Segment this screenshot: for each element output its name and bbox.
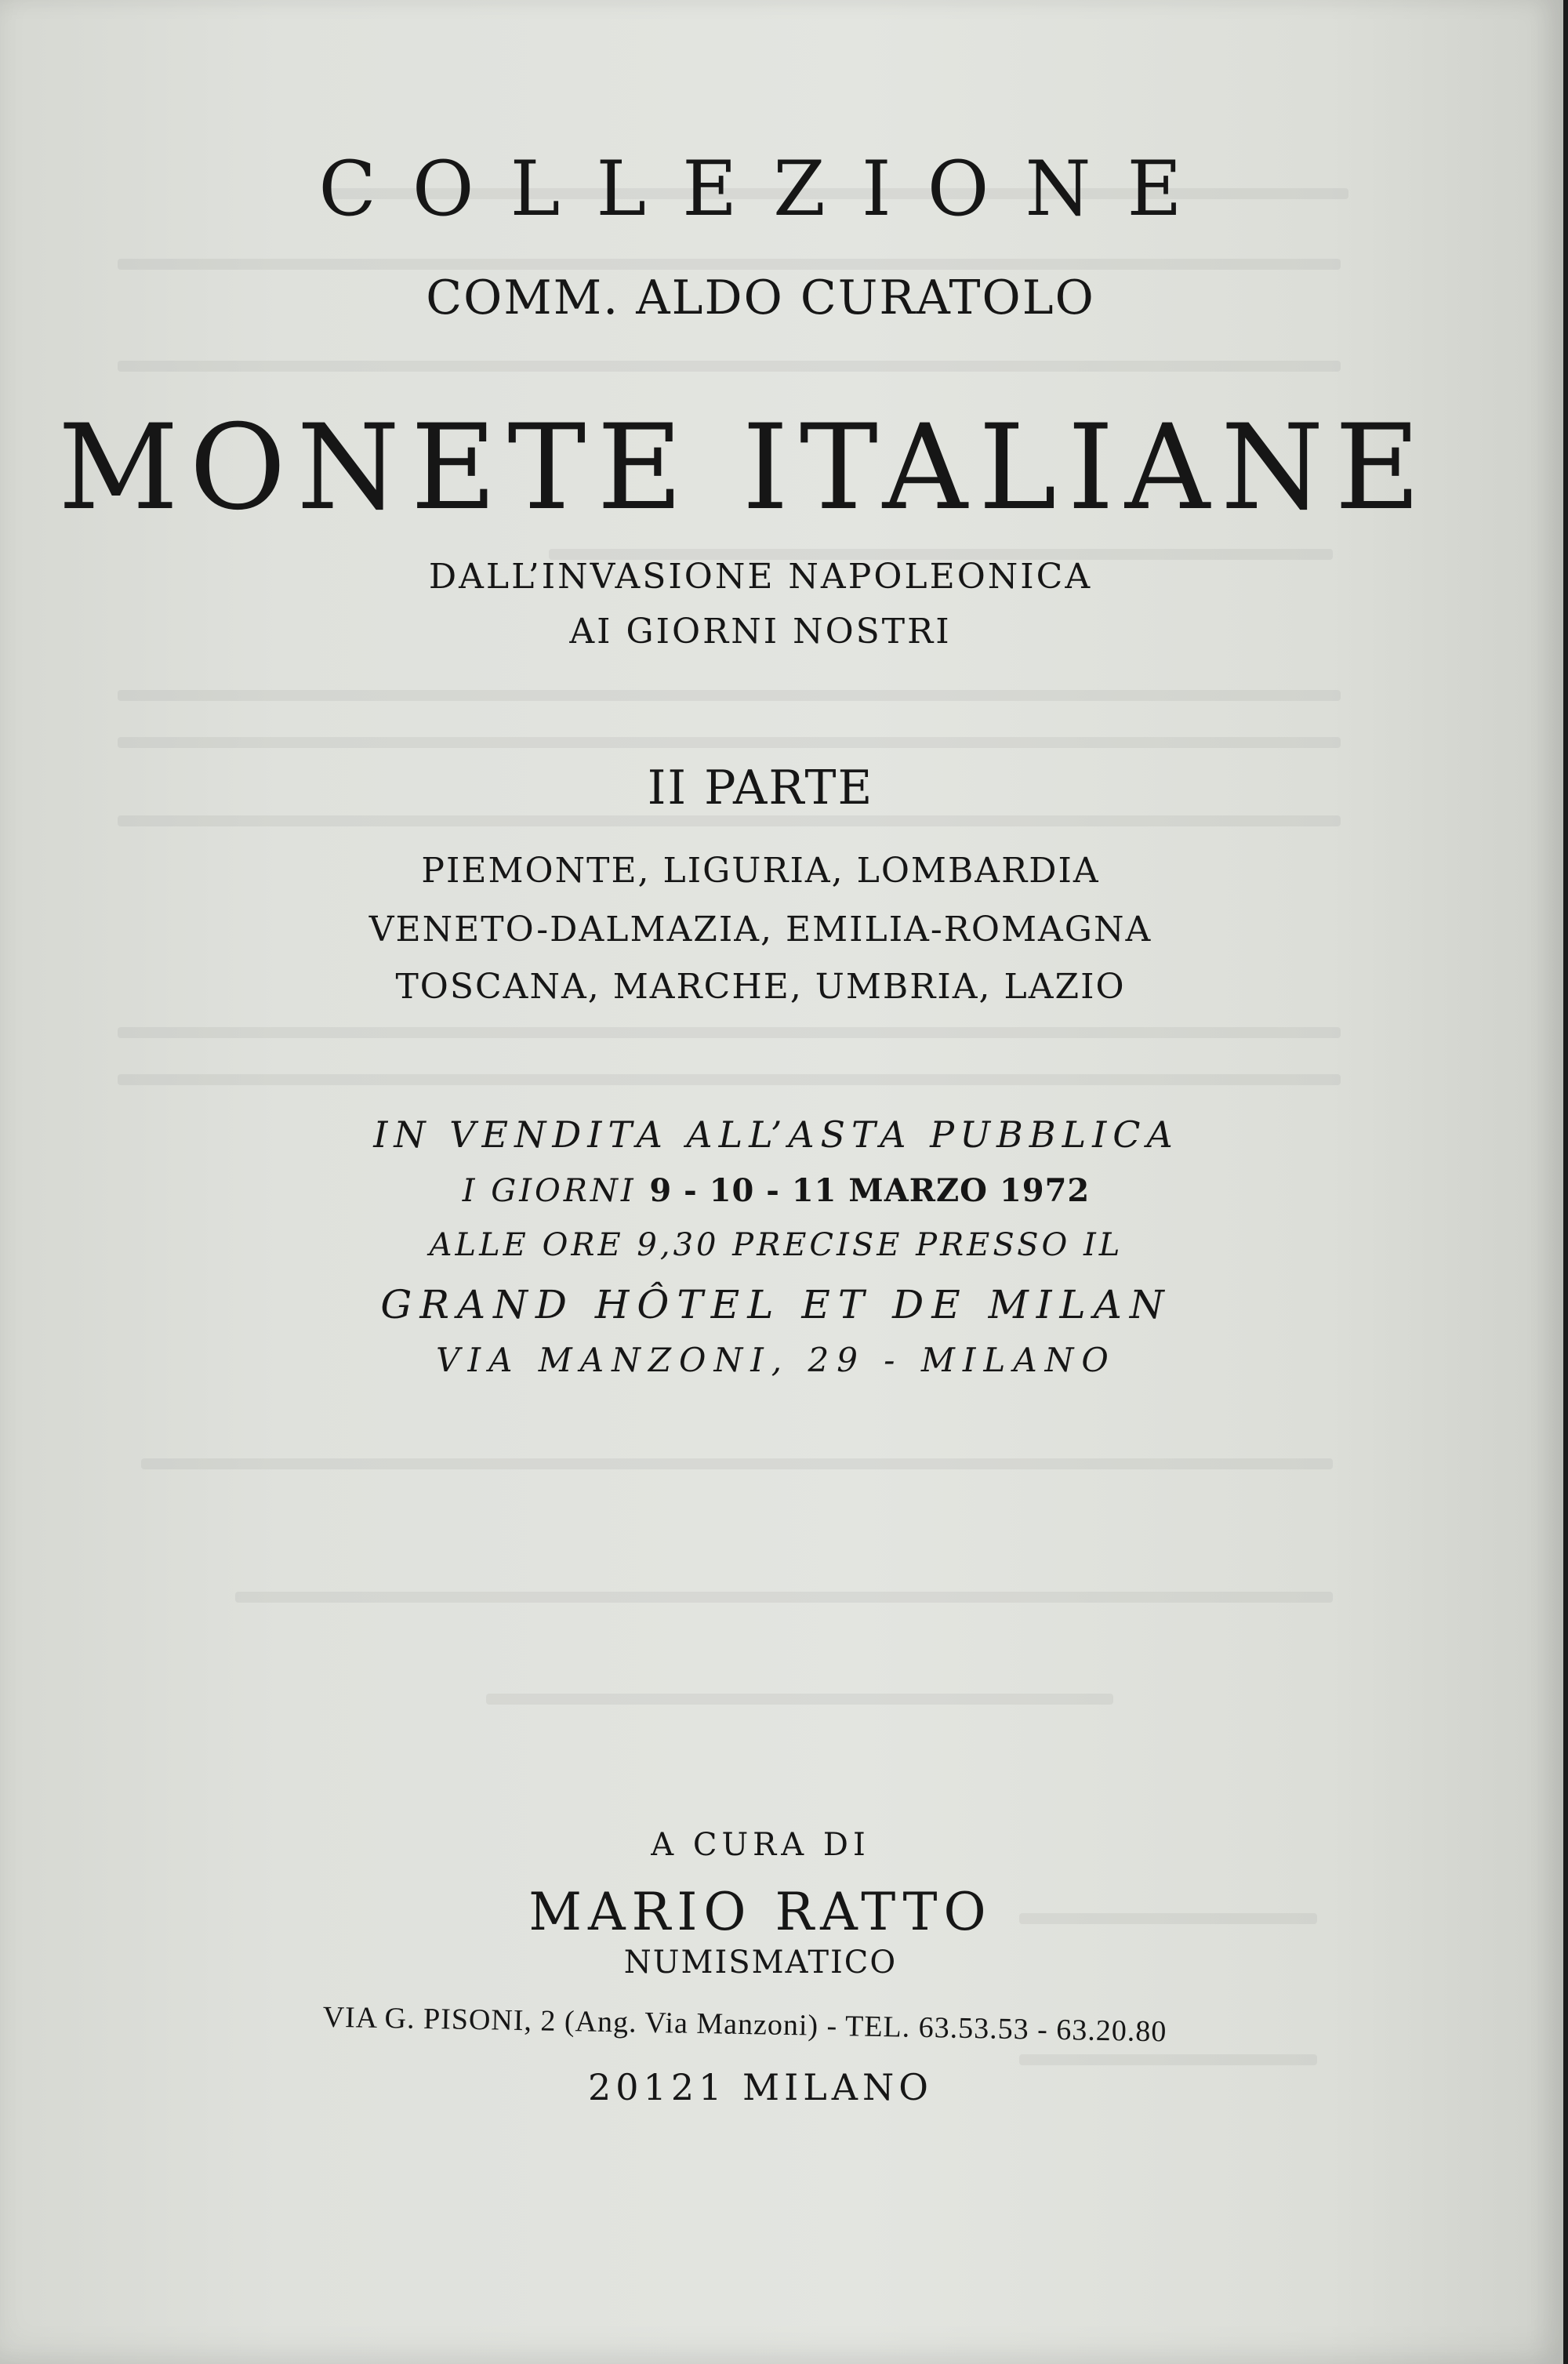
auction-venue-address: VIA MANZONI, 29 - MILANO: [436, 1341, 1116, 1379]
show-through-line: [118, 1074, 1341, 1085]
curator-label: A CURA DI: [651, 1827, 870, 1863]
collector-name: COMM. ALDO CURATOLO: [426, 271, 1095, 325]
auction-venue: GRAND HÔTEL ET DE MILAN: [380, 1282, 1172, 1327]
show-through-line: [118, 1027, 1341, 1038]
subtitle-line-1: DALL’INVASIONE NAPOLEONICA: [428, 557, 1093, 597]
regions-line-2: VENETO-DALMAZIA, EMILIA-ROMAGNA: [368, 910, 1152, 950]
show-through-line: [141, 1458, 1333, 1469]
auction-dates: 9 - 10 - 11 MARZO 1972: [649, 1172, 1091, 1209]
auction-announcement: IN VENDITA ALL’ASTA PUBBLICA: [373, 1113, 1179, 1156]
auction-days-prefix: I GIORNI: [462, 1173, 637, 1209]
show-through-line: [1019, 2054, 1317, 2065]
regions-line-3: TOSCANA, MARCHE, UMBRIA, LAZIO: [395, 967, 1126, 1007]
curator-role: NUMISMATICO: [623, 1945, 898, 1981]
part-heading: II PARTE: [647, 761, 874, 815]
show-through-line: [118, 361, 1341, 372]
catalog-title: MONETE ITALIANE: [58, 400, 1432, 536]
regions-line-1: PIEMONTE, LIGURIA, LOMBARDIA: [421, 851, 1100, 891]
auction-time: ALLE ORE 9,30 PRECISE PRESSO IL: [429, 1227, 1123, 1263]
show-through-line: [486, 1694, 1113, 1705]
curator-address: VIA G. PISONI, 2 (Ang. Via Manzoni) - TEL. 63.53.53 - 63.20.80: [322, 2000, 1167, 2049]
collection-heading: COLLEZIONE: [318, 145, 1218, 233]
show-through-line: [118, 690, 1341, 701]
curator-name: MARIO RATTO: [528, 1882, 993, 1942]
show-through-line: [118, 737, 1341, 748]
show-through-line: [235, 1592, 1333, 1603]
subtitle-line-2: AI GIORNI NOSTRI: [569, 612, 952, 652]
curator-city: 20121 MILANO: [588, 2066, 933, 2108]
auction-dates-line: [39, 1172, 1513, 1209]
show-through-line: [118, 815, 1341, 826]
show-through-line: [118, 259, 1341, 270]
